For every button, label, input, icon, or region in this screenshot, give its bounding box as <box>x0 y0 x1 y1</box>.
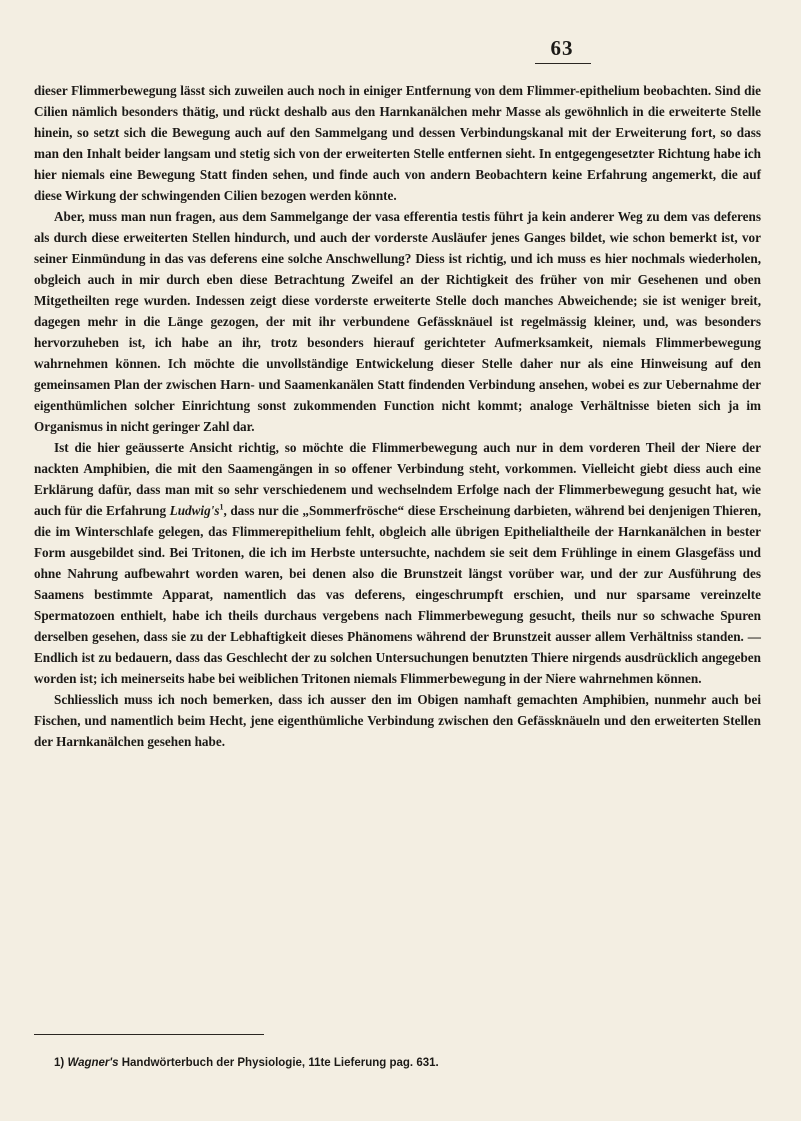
paragraph-3 <box>34 437 761 689</box>
footnote-rule <box>34 1034 264 1035</box>
cited-author: Ludwig's <box>169 503 220 518</box>
body-text <box>34 80 761 752</box>
footnote <box>54 1055 754 1071</box>
paragraph-2: Aber, muss man nun fragen, aus dem Sammelgange der vasa efferentia testis führt ja kein anderer Weg zu dem vas deferens als durch diese erweiterten Stellen hindurch, und auch der vorderste Ausläufer jenes Ganges bildet, wie schon bemerkt ist, vor seiner Einmündung in das vas deferens eine solche Anschwellung? Diess ist richtig, und ich muss es hier nochmals wiederholen, obgleich auch in mir durch eben diese Betrachtung Zweifel an der Richtigkeit des früher von mir Gesehenen und oben Mitgetheilten rege wurden. Indessen zeigt diese vorderste erweiterte Stelle doch manches Abweichende; sie ist weniger breit, dagegen mehr in die Länge gezogen, der mit ihr verbundene Gefässknäuel ist regelmässig kleiner, und, was besonders hervorzuheben ist, ich habe an ihr, trotz besonders hierauf gerichteter Aufmerksamkeit, niemals Flimmerbewegung wahrnehmen können. Ich möchte die unvollständige Entwickelung dieser Stelle daher nur als eine Hinweisung auf den gemeinsamen Plan der zwischen Harn- und Saamenkanälen Statt findenden Verbindung ansehen, wobei es zur Uebernahme der eigenthümlichen solcher Einrichtung sonst zukommenden Function nicht kommt; analoge Verhältnisse bieten sich ja im Organismus in nicht geringer Zahl dar. <box>34 209 761 434</box>
footnote-marker: 1) <box>54 1057 65 1069</box>
page-number: 63 <box>550 36 574 60</box>
paragraph-4: Schliesslich muss ich noch bemerken, dass ich ausser den im Obigen namhaft gemachten Amphibien, nunmehr auch bei Fischen, und namentlich beim Hecht, jene eigenthümliche Verbindung zwischen den Gefässknäueln und den erweiterten Stellen der Harnkanälchen gesehen habe. <box>34 692 761 749</box>
footnote-author: Wagner's <box>67 1057 119 1069</box>
footnote-text: Handwörterbuch der Physiologie, 11te Lieferung pag. 631. <box>121 1057 439 1069</box>
paragraph-3-text-after: , dass nur die „Sommerfrösche“ diese Erscheinung darbieten, während bei denjenigen Thieren, die im Winterschlafe gelegen, das Flimmerepithelium fehlt, obgleich alle übrigen Epithelialtheile der Harnkanälchen in bester Form ausgebildet sind. Bei Tritonen, die ich im Herbste untersuchte, nachdem sie seit dem Frühlinge in einem Glasgefäss und ohne Nahrung aufbewahrt worden waren, bei denen also die Brunstzeit längst vorüber war, und der zur Ausführung des Saamens bestimmte Apparat, namentlich das vas deferens, eingeschrumpft erschien, und nur sparsame vereinzelte Spermatozoen enthielt, habe ich theils durchaus vergebens nach Flimmerbewegung gesucht, theils nur so schwache Spuren derselben gesehen, dass sie zu der Lebhaftigkeit dieses Phänomens während der Brunstzeit ausser allem Verhältniss standen. — Endlich ist zu bedauern, dass das Geschlecht der zu solchen Untersuchungen benutzten Thiere nirgends ausdrücklich angegeben worden ist; ich meinerseits habe bei weiblichen Tritonen niemals Flimmerbewegung in der Niere wahrnehmen können. <box>34 503 761 686</box>
page-number-rule <box>535 63 591 64</box>
footnote-reference: 1 <box>219 502 224 512</box>
paragraph-1: dieser Flimmerbewegung lässt sich zuweilen auch noch in einiger Entfernung von dem Flimmer-epithelium beobachten. Sind die Cilien nämlich besonders thätig, und rückt deshalb aus den Harnkanälchen mehr Masse als gewöhnlich in die erweiterte Stelle hinein, so setzt sich die Bewegung auch auf den Sammelgang und dessen Verbindungskanal mit der Erweiterung fort, so dass man den Inhalt beider langsam und stetig sich von der erweiterten Stelle entfernen sieht. In entgegengesetzter Richtung habe ich hier niemals eine Bewegung Statt finden sehen, und finde auch von andern Beobachtern keine Erfahrung angemerkt, die auf diese Wirkung der schwingenden Cilien bezogen werden könnte. <box>34 83 761 203</box>
paragraph-3-text-before: Ist die hier geäusserte Ansicht richtig, so möchte die Flimmerbewegung auch nur in dem vorderen Theil der Niere der nackten Amphibien, die mit den Saamengängen in so offener Verbindung steht, vorkommen. Vielleicht giebt diess auch eine Erklärung dafür, dass man mit so sehr verschiedenem und wechselndem Erfolge nach der Flimmerbewegung gesucht hat, wie auch für die Erfahrung <box>34 440 761 518</box>
